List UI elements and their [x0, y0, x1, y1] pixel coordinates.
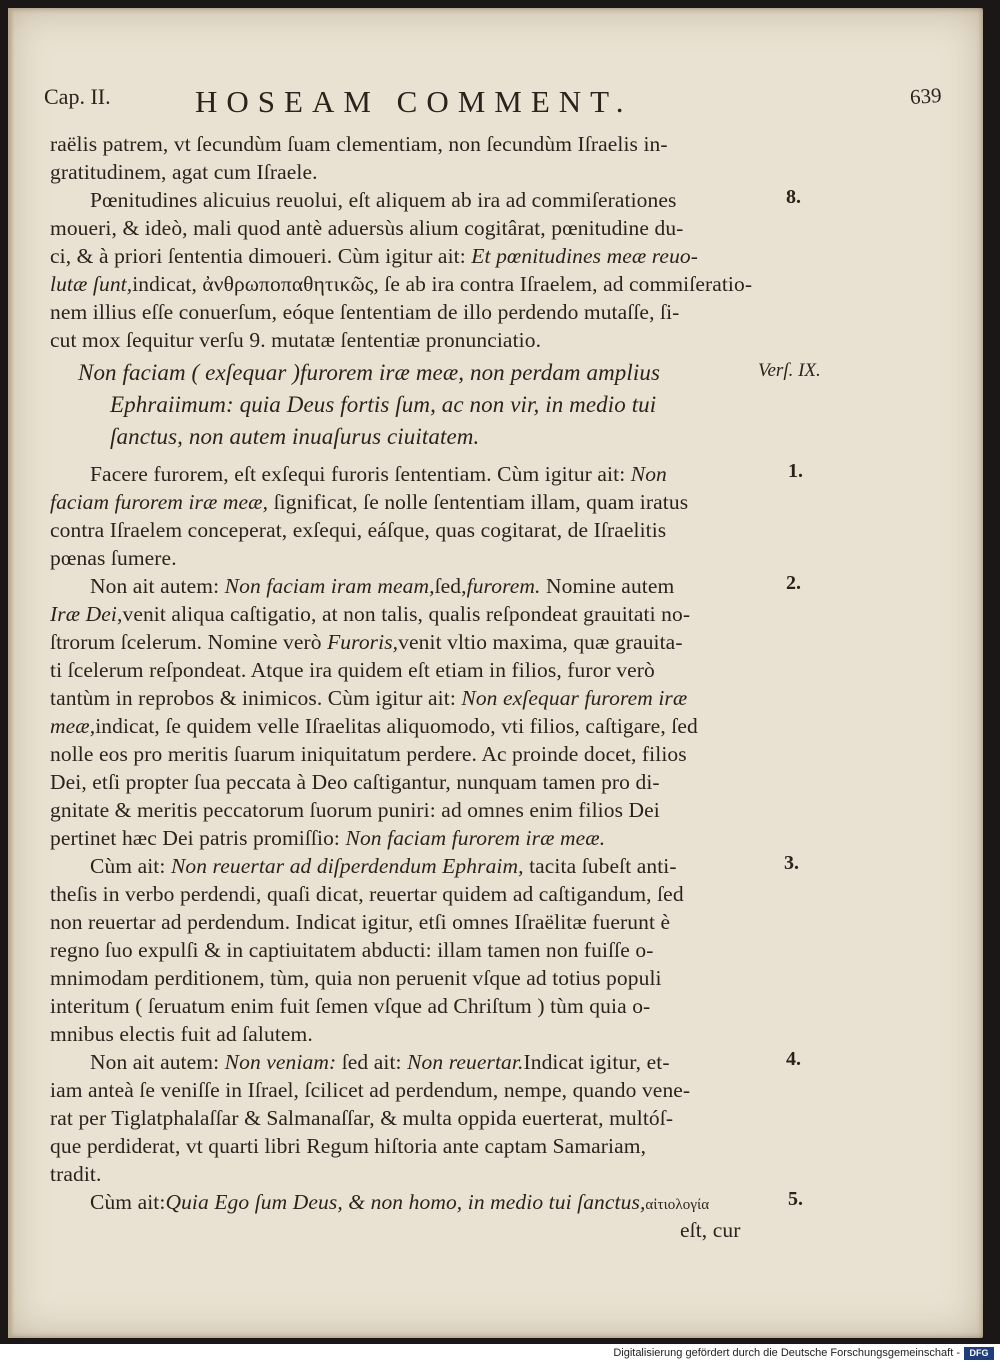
text-line: Facere furorem, eſt exſequi furoris ſententiam. Cùm igitur ait: Non: [90, 462, 667, 486]
text-line: iam anteà ſe veniſſe in Iſrael, ſcilicet ad perdendum, nempe, quando vene-: [50, 1078, 691, 1102]
margin-note: 5.: [788, 1188, 803, 1210]
text-line: tradit.: [50, 1162, 102, 1186]
text-line: faciam furorem iræ meæ, ſignificat, ſe nolle ſententiam illam, quam iratus: [50, 490, 689, 514]
text-line: contra Iſraelem conceperat, exſequi, eáſque, quas cogitarat, de Iſraelitis: [50, 518, 667, 542]
dfg-logo: DFG: [964, 1347, 994, 1360]
digitization-footer: [0, 1344, 1000, 1364]
text-line: ſtrorum ſcelerum. Nomine verò Furoris,venit vltio maxima, quæ grauita-: [50, 630, 683, 654]
running-title: HOSEAM COMMENT.: [195, 84, 633, 119]
text-line: gratitudinem, agat cum Iſraele.: [50, 160, 318, 184]
text-line: que perdiderat, vt quarti libri Regum hiſtoria ante captam Samariam,: [50, 1134, 647, 1158]
text-line: Non ait autem: Non faciam iram meam,ſed,furorem. Nomine autem: [90, 574, 675, 598]
footer-credit: Digitalisierung gefördert durch die Deutsche Forschungsgemeinschaft -: [613, 1347, 960, 1359]
text-line: theſis in verbo perdendi, quaſi dicat, reuertar quidem ad caſtigandum, ſed: [50, 882, 684, 906]
text-line: gnitate & meritis peccatorum ſuorum puniri: ad omnes enim filios Dei: [50, 798, 660, 822]
text-line: regno ſuo expulſi & in captiuitatem abducti: illam tamen non fuiſſe o-: [50, 938, 654, 962]
chapter-heading: Cap. II.: [44, 84, 111, 109]
text-line: lutæ ſunt,indicat, ἀνθρωποπαθητικῶς, ſe ab ira contra Iſraelem, ad commiſeratio-: [50, 272, 753, 296]
text-line: mnimodam perditionem, tùm, quia non peruenit vſque ad totius populi: [50, 966, 662, 990]
text-line: meæ,indicat, ſe quidem velle Iſraelitas aliquomodo, vti filios, caſtigare, ſed: [50, 714, 698, 738]
text-line: nem illius eſſe conuerſum, eóque ſententiam de illo perdendo mutaſſe, ſi-: [50, 300, 680, 324]
text-line: ci, & à priori ſententia dimoueri. Cùm igitur ait: Et pœnitudines meæ reuo-: [50, 244, 699, 268]
text-line: Non ait autem: Non veniam: ſed ait: Non reuertar.Indicat igitur, et-: [90, 1050, 670, 1074]
margin-note: 4.: [786, 1048, 801, 1070]
text-line: eſt, cur: [680, 1218, 741, 1242]
text-line: Iræ Dei,venit aliqua caſtigatio, at non talis, qualis reſpondeat grauitati no-: [50, 602, 691, 626]
margin-note: 8.: [786, 186, 801, 208]
text-line: Pœnitudines alicuius reuolui, eſt aliquem ab ira ad commiſerationes: [90, 188, 677, 212]
verse-line: ſanctus, non autem inuaſurus ciuitatem.: [110, 424, 480, 449]
text-line: nolle eos pro meritis ſuarum iniquitatum perdere. Ac proinde docet, filios: [50, 742, 687, 766]
text-line: raëlis patrem, vt ſecundùm ſuam clementiam, non ſecundùm Iſraelis in-: [50, 132, 668, 156]
margin-note: 1.: [788, 460, 803, 482]
text-line: cut mox ſequitur verſu 9. mutatæ ſententiæ pronunciatio.: [50, 328, 542, 352]
text-line: rat per Tiglatphalaſſar & Salmanaſſar, & multa oppida euerterat, multóſ-: [50, 1106, 674, 1130]
text-line: interitum ( ſeruatum enim fuit ſemen vſque ad Chriſtum ) tùm quia o-: [50, 994, 651, 1018]
verse-line: Ephraiimum: quia Deus fortis ſum, ac non vir, in medio tui: [110, 392, 657, 417]
margin-note: 3.: [784, 852, 799, 874]
text-line: Dei, etſi propter ſua peccata à Deo caſtigantur, nunquam tamen pro di-: [50, 770, 660, 794]
text-line: tantùm in reprobos & inimicos. Cùm igitur ait: Non exſequar furorem iræ: [50, 686, 688, 710]
margin-note-verse: Verſ. IX.: [758, 360, 821, 381]
text-line: Cùm ait:Quia Ego ſum Deus, & non homo, in medio tui ſanctus,αἰτιολογία: [90, 1190, 710, 1214]
text-line: Cùm ait: Non reuertar ad diſperdendum Ephraim, tacita ſubeſt anti-: [90, 854, 677, 878]
margin-note: 2.: [786, 572, 801, 594]
text-line: pœnas ſumere.: [50, 546, 177, 570]
text-line: mnibus electis fuit ad ſalutem.: [50, 1022, 313, 1046]
text-line: pertinet hæc Dei patris promiſſio: Non faciam furorem iræ meæ.: [50, 826, 606, 850]
verse-line: Non faciam ( exſequar )furorem iræ meæ, non perdam amplius: [78, 360, 661, 385]
text-line: ti ſcelerum reſpondeat. Atque ira quidem eſt etiam in filios, furor verò: [50, 658, 655, 682]
page-number: 639: [909, 82, 943, 110]
text-line: non reuertar ad perdendum. Indicat igitur, etſi omnes Iſraëlitæ fuerunt è: [50, 910, 671, 934]
text-line: moueri, & ideò, mali quod antè aduersùs alium cogitârat, pœnitudine du-: [50, 216, 684, 240]
